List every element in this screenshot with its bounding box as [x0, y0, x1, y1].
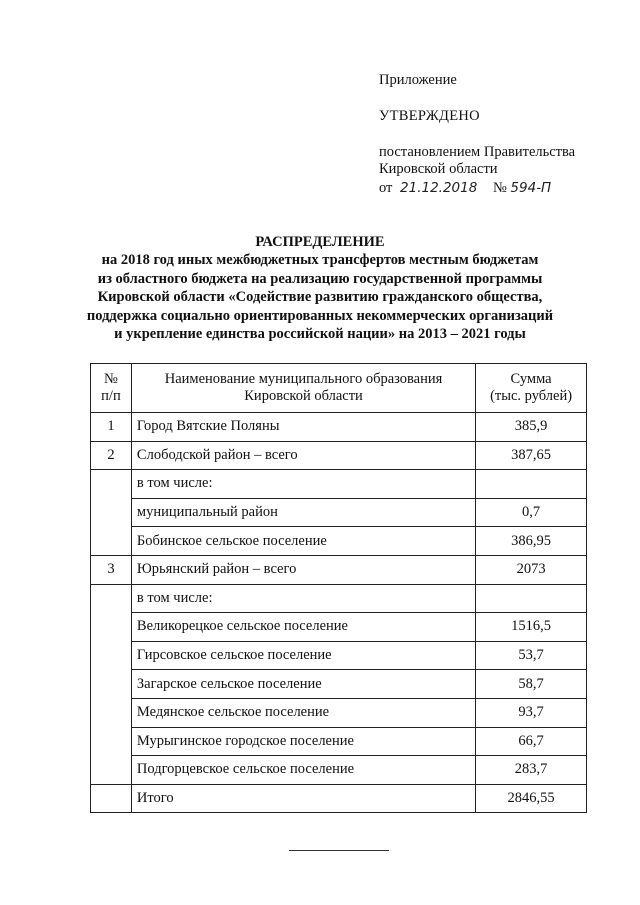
row-number: 1 — [91, 413, 132, 442]
appendix-label: Приложение — [379, 72, 457, 88]
row-sum: 0,7 — [476, 498, 587, 527]
table-header-row — [91, 364, 587, 413]
row-name: в том числе: — [131, 584, 475, 613]
row-number — [91, 784, 132, 813]
row-number — [91, 584, 132, 613]
row-number — [91, 641, 132, 670]
table-row — [91, 670, 587, 699]
table-row — [91, 641, 587, 670]
distribution-table — [90, 363, 587, 813]
row-number — [91, 613, 132, 642]
table-total-row — [91, 784, 587, 813]
table-row — [91, 698, 587, 727]
decree-line-1: постановлением Правительства — [379, 144, 576, 160]
table-row — [91, 527, 587, 556]
row-name: Город Вятские Поляны — [131, 413, 475, 442]
row-sum: 2073 — [476, 555, 587, 584]
row-sum: 283,7 — [476, 756, 587, 785]
subtitle-line: и укрепление единства российской нации» на 2013 – 2021 годы — [114, 326, 526, 343]
row-name: Гирсовское сельское поселение — [131, 641, 475, 670]
row-name: в том числе: — [131, 470, 475, 499]
row-name: Загарское сельское поселение — [131, 670, 475, 699]
table-row — [91, 413, 587, 442]
row-name: Слободской район – всего — [131, 441, 475, 470]
subtitle-line: из областного бюджета на реализацию государственной программы — [97, 270, 543, 287]
subtitle-line: на 2018 год иных межбюджетных трансфертов местным бюджетам — [101, 252, 539, 268]
table-row — [91, 756, 587, 785]
row-number — [91, 470, 132, 499]
decree-line-2: Кировской области — [379, 161, 498, 177]
header-sum-line-1: Сумма — [510, 371, 552, 387]
row-number — [91, 756, 132, 785]
decree-date-line — [379, 180, 551, 197]
row-name: муниципальный район — [131, 498, 475, 527]
row-number — [91, 698, 132, 727]
header-number-line-1: № — [104, 371, 118, 387]
decree-date-handwritten: 21.12.2018 — [400, 180, 478, 196]
total-sum: 2846,55 — [476, 784, 587, 813]
row-sum: 58,7 — [476, 670, 587, 699]
row-sum — [476, 470, 587, 499]
row-name: Подгорцевское сельское поселение — [131, 756, 475, 785]
number-prefix: № — [492, 180, 507, 196]
row-sum: 53,7 — [476, 641, 587, 670]
decree-reference — [379, 144, 575, 178]
row-name: Бобинское сельское поселение — [131, 527, 475, 556]
document-subtitle — [40, 251, 600, 344]
subtitle-line: поддержка социально ориентированных некоммерческих организаций — [86, 307, 554, 324]
row-sum — [476, 584, 587, 613]
row-sum: 66,7 — [476, 727, 587, 756]
row-sum: 93,7 — [476, 698, 587, 727]
row-sum: 1516,5 — [476, 613, 587, 642]
row-name: Великорецкое сельское поселение — [131, 613, 475, 642]
row-number — [91, 498, 132, 527]
row-number — [91, 727, 132, 756]
row-name: Медянское сельское поселение — [131, 698, 475, 727]
row-number: 3 — [91, 555, 132, 584]
approved-label: УТВЕРЖДЕНО — [379, 108, 480, 124]
row-number: 2 — [91, 441, 132, 470]
row-sum: 386,95 — [476, 527, 587, 556]
row-sum: 387,65 — [476, 441, 587, 470]
decree-number-handwritten: 594-П — [510, 180, 552, 196]
row-name: Мурыгинское городское поселение — [131, 727, 475, 756]
header-name-line-1: Наименование муниципального образования — [164, 371, 443, 387]
table-row — [91, 613, 587, 642]
row-sum: 385,9 — [476, 413, 587, 442]
header-number-line-2: п/п — [101, 388, 121, 404]
table-row — [91, 727, 587, 756]
subtitle-line: Кировской области «Содействие развитию гражданского общества, — [97, 289, 543, 306]
header-sum — [476, 364, 587, 413]
row-number — [91, 527, 132, 556]
table-row — [91, 584, 587, 613]
row-name: Юрьянский район – всего — [131, 555, 475, 584]
header-sum-line-2: (тыс. рублей) — [490, 388, 573, 404]
table-row — [91, 441, 587, 470]
row-number — [91, 670, 132, 699]
header-name — [131, 364, 475, 413]
footer-divider — [289, 850, 389, 851]
header-name-line-2: Кировской области — [244, 388, 363, 404]
header-number — [91, 364, 132, 413]
approval-block — [379, 72, 576, 196]
document-title: РАСПРЕДЕЛЕНИЕ — [255, 234, 385, 250]
table-row — [91, 498, 587, 527]
total-label: Итого — [131, 784, 475, 813]
table-row — [91, 470, 587, 499]
table-row — [91, 555, 587, 584]
date-prefix: от — [379, 180, 393, 196]
